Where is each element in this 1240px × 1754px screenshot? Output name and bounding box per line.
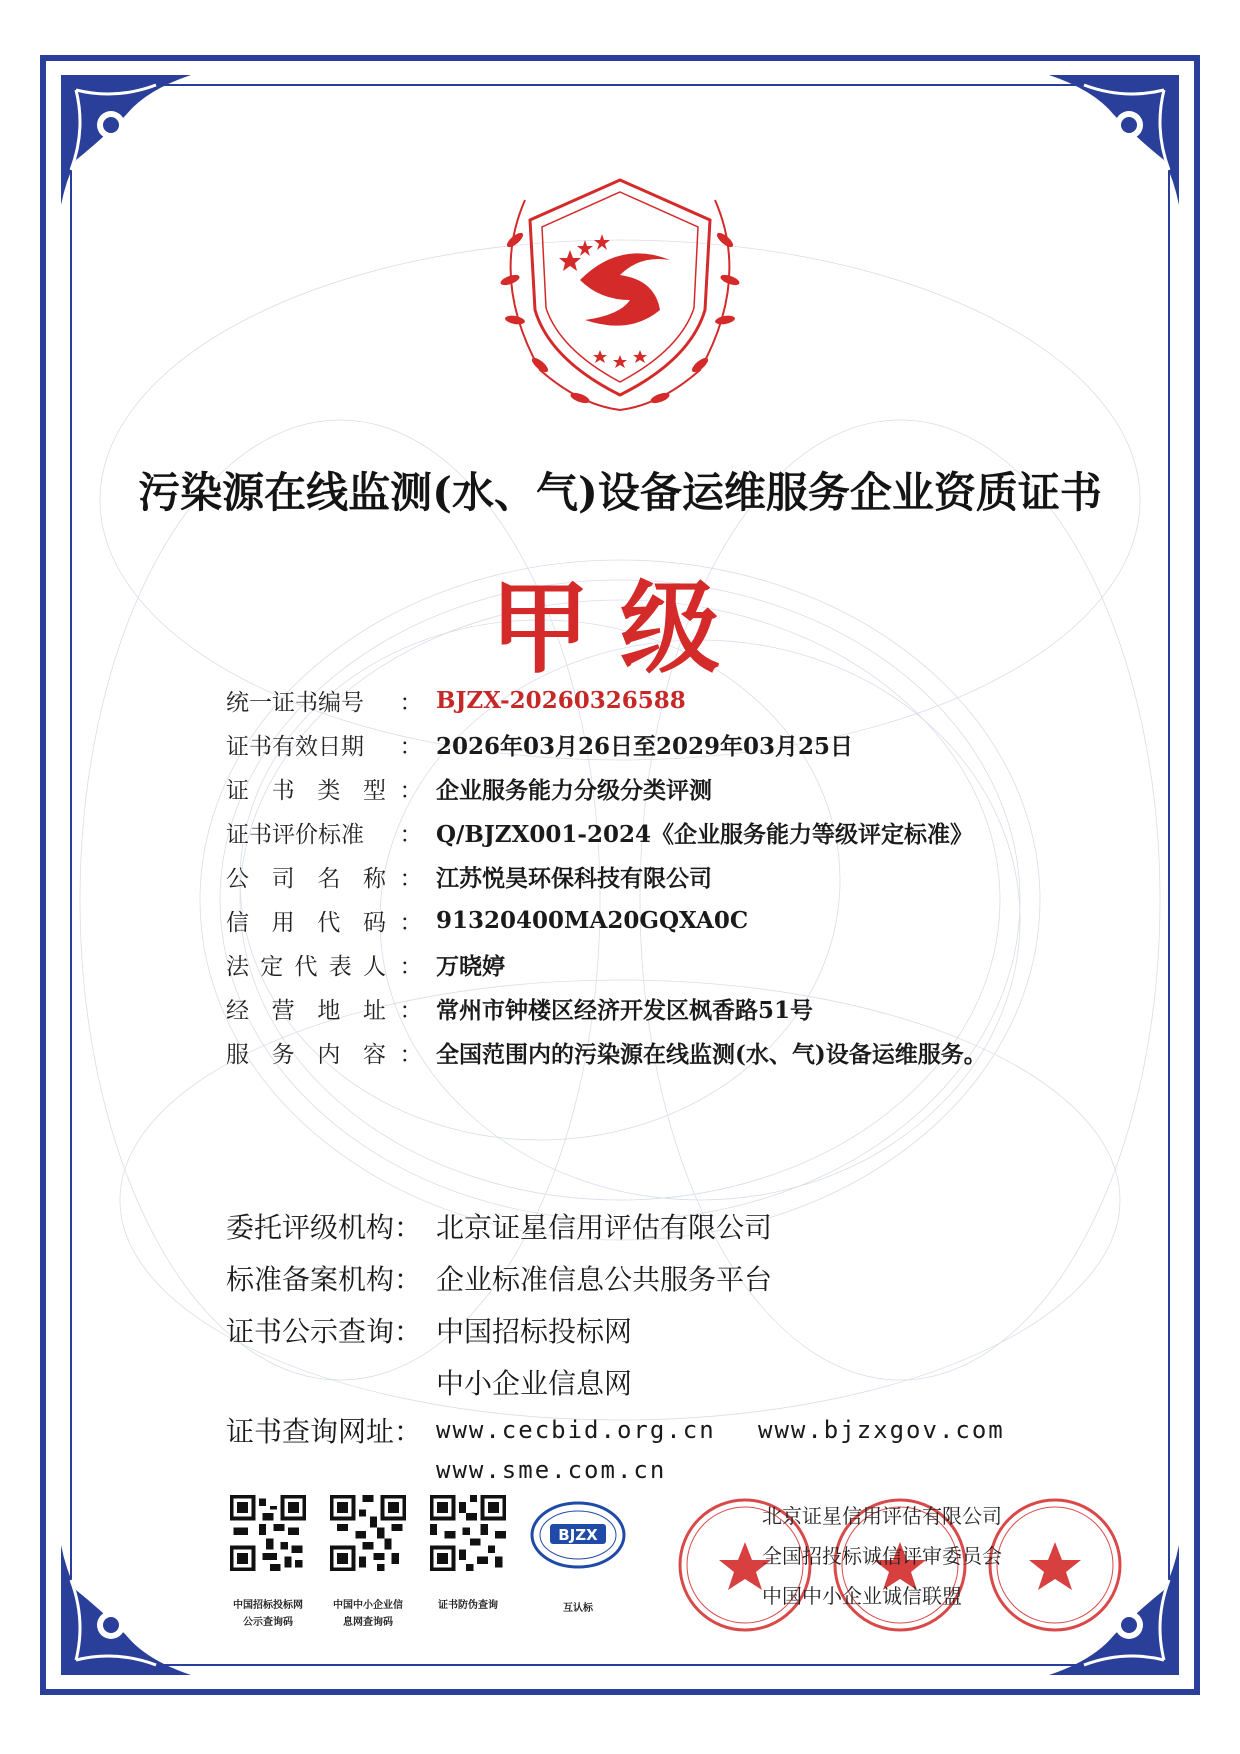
url-link-3[interactable]: www.sme.com.cn (436, 1456, 667, 1484)
qr-label: 证书防伪查询 (438, 1600, 498, 1611)
public-query-line-2 (226, 1356, 772, 1408)
field-row-credit-code (226, 898, 1126, 942)
field-value: 全国范围内的污染源在线监测(水、气)设备运维服务。 (436, 1040, 987, 1068)
field-colon: ： (399, 953, 423, 980)
shield-emblem-icon (470, 160, 770, 420)
badge-caption: 互认标 (563, 1603, 593, 1614)
field-colon: ： (399, 689, 423, 716)
url-label: 证书查询网址： (226, 1415, 423, 1448)
seal-text-3: 中国中小企业诚信联盟 (762, 1584, 962, 1608)
qr-code-icon[interactable] (430, 1495, 506, 1571)
field-label: 证书评价标准 (226, 821, 364, 848)
field-row-address (226, 986, 1126, 1030)
field-label: 法 定 代 表 人 (226, 953, 386, 980)
rating-org-label: 委托评级机构： (226, 1211, 423, 1244)
query-urls (226, 1408, 1005, 1488)
field-row-legal-rep (226, 942, 1126, 986)
qr-label: 中国中小企业信 息网查询码 (333, 1600, 403, 1628)
filing-org-line (226, 1252, 772, 1304)
field-row-validity (226, 722, 1126, 766)
field-value: 江苏悦昊环保科技有限公司 (436, 864, 712, 892)
field-colon: ： (399, 777, 423, 804)
rating-org-line (226, 1200, 772, 1252)
corner-ornament-top-right (1044, 70, 1184, 210)
field-colon: ： (399, 733, 423, 760)
field-label: 统一证书编号 (226, 689, 364, 716)
field-colon: ： (399, 997, 423, 1024)
field-row-company (226, 854, 1126, 898)
field-label: 证书有效日期 (226, 733, 364, 760)
corner-ornament-bottom-left (56, 1540, 196, 1680)
qr-label: 中国招标投标网 公示查询码 (233, 1600, 303, 1628)
certificate-grade: 甲级 (490, 569, 750, 687)
certificate-fields (226, 678, 1126, 1074)
public-query-label: 证书公示查询： (226, 1315, 423, 1348)
field-label: 信 用 代 码 (226, 909, 386, 936)
filing-org-value: 企业标准信息公共服务平台 (436, 1263, 773, 1296)
field-row-service (226, 1030, 1126, 1074)
field-colon: ： (399, 821, 423, 848)
field-row-standard (226, 810, 1126, 854)
certificate-title: 污染源在线监测(水、气)设备运维服务企业资质证书 (138, 468, 1102, 517)
public-query-value-2: 中小企业信息网 (436, 1367, 633, 1400)
corner-ornament-top-left (56, 70, 196, 210)
field-colon: ： (399, 865, 423, 892)
public-query-line (226, 1304, 772, 1356)
public-query-value-1: 中国招标投标网 (436, 1315, 633, 1348)
field-label: 经 营 地 址 (226, 997, 386, 1024)
field-value: Q/BJZX001-2024《企业服务能力等级评定标准》 (436, 820, 973, 848)
url-link-2[interactable]: www.bjzxgov.com (758, 1416, 1005, 1444)
rating-org-value: 北京证星信用评估有限公司 (436, 1211, 773, 1244)
field-value: BJZX-20260326588 (436, 686, 686, 714)
field-value: 91320400MA20GQXA0C (436, 906, 749, 934)
field-label: 证 书 类 型 (226, 777, 386, 804)
field-colon: ： (399, 1041, 423, 1068)
seal-text-1: 北京证星信用评估有限公司 (762, 1504, 1002, 1528)
field-colon: ： (399, 909, 423, 936)
filing-org-label: 标准备案机构： (226, 1263, 423, 1296)
field-label: 公 司 名 称 (226, 865, 386, 892)
qr-code-icon[interactable] (230, 1495, 306, 1571)
organization-block (226, 1200, 772, 1408)
field-value: 常州市钟楼区经济开发区枫香路51号 (436, 996, 814, 1024)
qr-code-icon[interactable] (330, 1495, 406, 1571)
field-row-certificate-number (226, 678, 1126, 722)
badge-text: BJZX (558, 1526, 598, 1544)
url-link-1[interactable]: www.cecbid.org.cn (436, 1416, 716, 1444)
field-value: 万晓婷 (436, 952, 505, 980)
seal-text-2: 全国招投标诚信评审委员会 (762, 1544, 1002, 1568)
bjzx-badge-icon (528, 1500, 628, 1570)
field-value: 2026年03月26日至2029年03月25日 (436, 732, 854, 760)
field-value: 企业服务能力分级分类评测 (436, 776, 712, 804)
field-label: 服 务 内 容 (226, 1041, 386, 1068)
field-row-type (226, 766, 1126, 810)
